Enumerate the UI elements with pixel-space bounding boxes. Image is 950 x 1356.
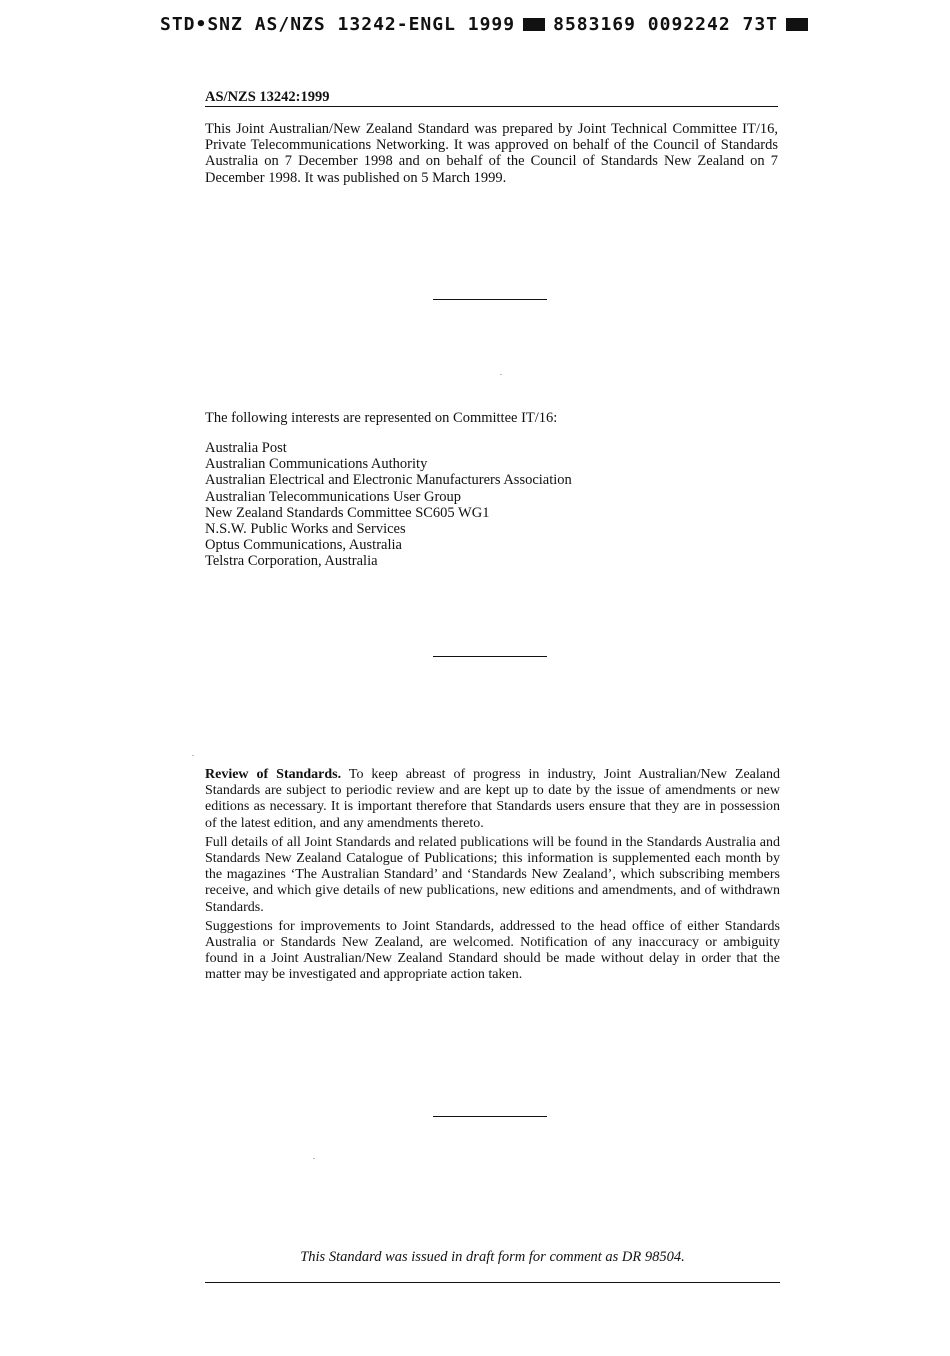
list-item: N.S.W. Public Works and Services — [205, 521, 406, 538]
scan-header-id: STD•SNZ AS/NZS 13242-ENGL 1999 — [160, 13, 516, 35]
bottom-rule — [205, 1282, 780, 1283]
scan-header-codes: 8583169 0092242 73T — [553, 13, 779, 35]
divider — [433, 1116, 547, 1117]
document-id: AS/NZS 13242:1999 — [205, 89, 330, 105]
scan-speck — [313, 1158, 315, 1159]
list-item: Optus Communications, Australia — [205, 537, 402, 554]
divider — [433, 299, 547, 300]
divider — [433, 656, 547, 657]
list-item: Australia Post — [205, 440, 287, 456]
scan-speck — [192, 755, 194, 756]
barcode-block-end — [786, 18, 808, 31]
review-paragraph-2: Full details of all Joint Standards and related publications will be found in the Standards Australia and Standards New Zealand Catalogue of Publications; this information is supplemented each month by the magazines ‘The Australian Standard’ and ‘Standards New Zealand’, which subscribing members receive, and which give details of new publications, new editions and amendments, and of withdrawn Standards. — [205, 834, 780, 915]
intro-paragraph: This Joint Australian/New Zealand Standard was prepared by Joint Technical Committee IT/16, Private Telecommunications Networking. It was approved on behalf of the Council of Standards Australia on 7 December 1998 and on behalf of the Council of Standards New Zealand on 7 December 1998. It was published on 5 March 1999. — [205, 121, 778, 186]
review-section — [205, 767, 780, 987]
top-rule — [205, 106, 778, 107]
list-item: Australian Telecommunications User Group — [205, 488, 462, 505]
list-item: Australian Electrical and Electronic Manufacturers Association — [205, 472, 572, 489]
draft-footnote: This Standard was issued in draft form for comment as DR 98504. — [300, 1249, 685, 1265]
list-item: Australian Communications Authority — [205, 456, 428, 473]
review-paragraph-1 — [205, 767, 780, 832]
review-title: Review of Standards. — [205, 767, 342, 782]
interests-heading: The following interests are represented on Committee IT/16: — [205, 410, 558, 426]
review-paragraph-3: Suggestions for improvements to Joint Standards, addressed to the head office of either Standards Australia or Standards New Zealand, are welcomed. Notification of any inaccuracy or ambiguity found in a Joint Australian/New Zealand Standard should be made without delay in order that the matter may be investigated and appropriate action taken. — [205, 918, 780, 983]
list-item: Telstra Corporation, Australia — [205, 553, 378, 570]
barcode-block — [523, 18, 545, 31]
list-item: New Zealand Standards Committee SC605 WG1 — [205, 504, 490, 521]
review-text-1: To keep abreast of progress in industry, Joint Australian/New Zealand Standards are subject to periodic review and are kept up to date by the issue of amendments or new editions as necessary. It is important therefore that Standards users ensure that they are in possession of the latest edition, and any amendments thereto. — [205, 767, 780, 831]
scan-speck — [500, 374, 502, 375]
interests-list — [205, 440, 572, 570]
scan-header — [160, 12, 820, 36]
